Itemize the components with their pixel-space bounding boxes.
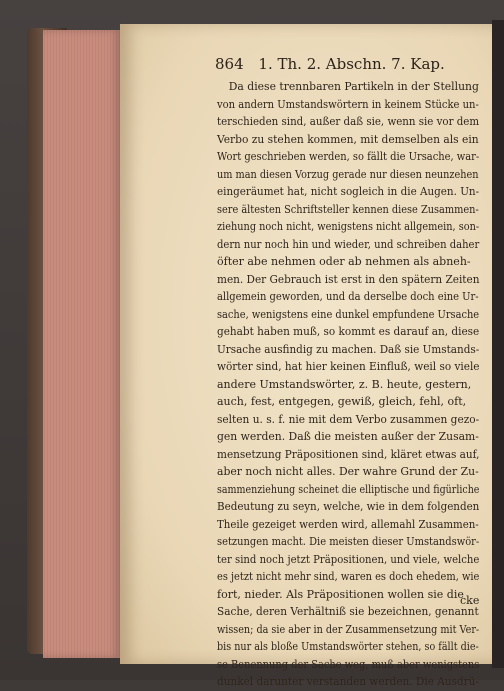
text-line: Bedeutung zu seyn, welche, wie in dem folgenden <box>217 500 480 513</box>
catchword: cke <box>460 594 480 607</box>
text-line: Da diese trennbaren Partikeln in der Stellung <box>228 80 479 93</box>
text-line: gehabt haben muß, so kommt es darauf an, diese <box>217 325 480 338</box>
text-line: terschieden sind, außer daß sie, wenn sie vor dem <box>217 115 480 128</box>
running-header <box>215 53 477 75</box>
text-line: fort, nieder. Als Präpositionen wollen sie die <box>217 587 464 601</box>
text-line: ter sind noch jetzt Präpositionen, und viele, welche <box>217 552 480 566</box>
text-line: aber noch nicht alles. Der wahre Grund der Zu- <box>217 465 479 478</box>
text-line: eingeräumet hat, nicht sogleich in die Augen. Un- <box>217 185 480 198</box>
text-line: öfter abe nehmen oder ab nehmen als abneh- <box>217 255 471 268</box>
text-line: dunkel darunter verstanden werden. Die Ausdrü- <box>217 675 479 688</box>
body-text <box>217 78 479 691</box>
text-line: ziehung noch nicht, wenigstens nicht allgemein, son- <box>217 220 480 233</box>
text-line: selten u. s. f. nie mit dem Verbo zusammen gezo- <box>217 412 480 426</box>
text-line: bis nur als bloße Umstandswörter stehen, so fällt die- <box>217 640 479 653</box>
right-margin-strip <box>492 20 504 668</box>
text-line: es jetzt nicht mehr sind, waren es doch ehedem, wie <box>217 570 480 583</box>
text-line: Theile gezeiget werden wird, allemahl Zusammen- <box>217 517 479 531</box>
text-line: auch, fest, entgegen, gewiß, gleich, fehl, oft, <box>217 395 467 408</box>
text-line: sammenziehung scheinet die elliptische und figürliche <box>217 482 480 496</box>
text-line: Verbo zu stehen kommen, mit demselben als ein <box>217 132 479 146</box>
text-line: mensetzung Präpositionen sind, kläret etwas auf, <box>217 447 480 461</box>
text-line: Ursache ausfindig zu machen. Daß sie Umstands- <box>217 342 480 356</box>
running-title: 1. Th. 2. Abschn. 7. Kap. <box>258 55 445 73</box>
page-edges <box>43 30 121 658</box>
text-line: andere Umstandswörter, z. B. heute, gestern, <box>217 377 472 391</box>
text-line: gen werden. Daß die meisten außer der Zusam- <box>217 430 479 443</box>
text-line: se Benennung der Sache weg, muß aber wenigstens <box>217 657 480 671</box>
text-line: dern nur noch hin und wieder, und schreiben daher <box>217 237 480 251</box>
text-line: Sache, deren Verhältniß sie bezeichnen, genannt <box>217 605 479 618</box>
text-line: von andern Umstandswörtern in keinem Stücke un- <box>217 97 479 111</box>
text-line: wissen; da sie aber in der Zusammensetzung mit Ver- <box>217 622 480 636</box>
text-line: um man diesen Vorzug gerade nur diesen neunzehen <box>217 167 479 181</box>
text-line: setzungen macht. Die meisten dieser Umstandswör- <box>217 535 480 548</box>
text-line: Wort geschrieben werden, so fällt die Ursache, war- <box>217 150 480 163</box>
text-line: wörter sind, hat hier keinen Einfluß, weil so viele <box>217 360 480 373</box>
page-number: 864 <box>215 55 244 73</box>
text-line: allgemein geworden, und da derselbe doch eine Ur- <box>217 290 479 303</box>
text-line: sere ältesten Schriftsteller kennen diese Zusammen- <box>217 202 479 216</box>
text-line: sache, wenigstens eine dunkel empfundene Ursache <box>217 307 480 321</box>
text-line: men. Der Gebrauch ist erst in den spätern Zeiten <box>217 272 480 286</box>
